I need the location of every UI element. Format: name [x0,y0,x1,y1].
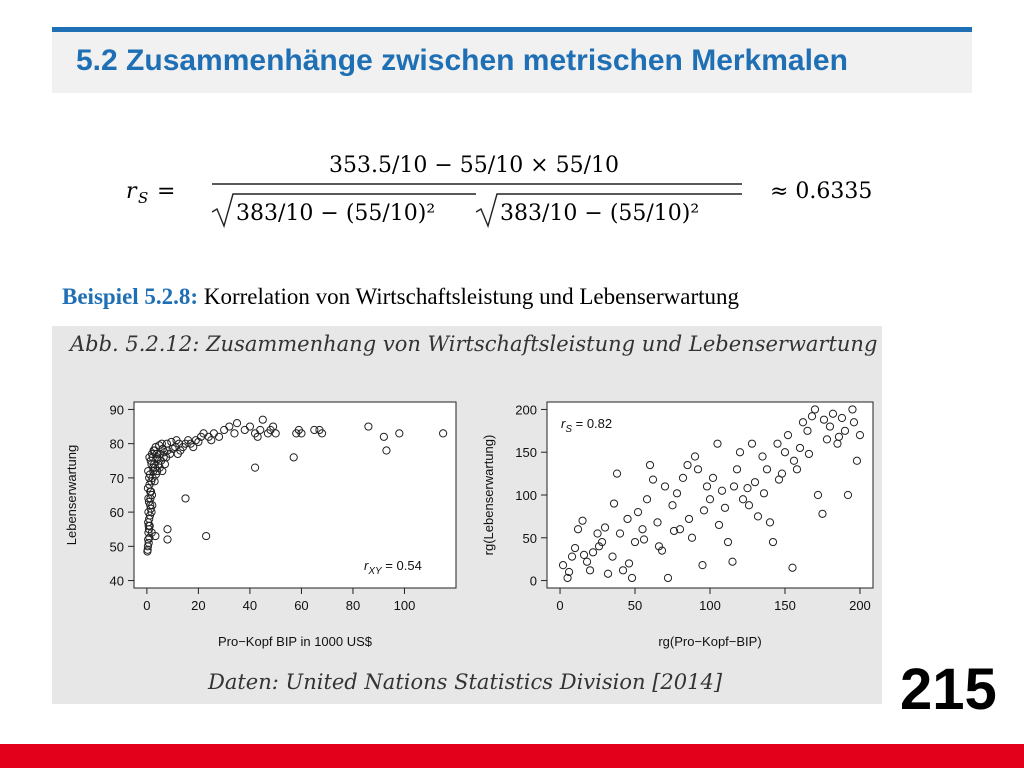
formula-root-term-1: 383/10 − (55/10)² [236,201,436,226]
x-axis-title: rg(Pro−Kopf−BIP) [658,634,762,649]
y-tick-label: 100 [515,488,537,503]
y-tick-label: 50 [522,530,537,546]
x-tick-label: 0 [143,598,151,613]
formula-lhs: r [126,179,137,204]
scatter-plots [52,326,882,704]
bottom-bar [0,744,1024,768]
example-line [62,284,739,310]
title-bar [52,27,972,93]
formula-equals: = [157,179,176,204]
y-tick-label: 90 [109,402,124,418]
page-number: 215 [900,657,997,722]
figure-source: Daten: United Nations Statistics Division [2014] [208,670,723,694]
x-tick-label: 150 [774,598,796,613]
scatter-plot-ranks [481,402,873,649]
x-tick-label: 200 [849,598,871,613]
formula [0,130,1024,240]
y-tick-label: 0 [529,573,537,589]
x-tick-label: 80 [345,598,361,613]
y-tick-label: 150 [515,445,537,461]
y-tick-label: 200 [515,402,537,418]
example-label: Beispiel 5.2.8: [62,284,199,309]
formula-numerator: 353.5/10 − 55/10 × 55/10 [328,153,620,178]
x-tick-label: 50 [627,598,643,613]
formula-lhs-sub: S [138,189,149,207]
correlation-annotation: $r_{XY} = 0.54$ [364,558,422,577]
x-tick-label: 60 [294,598,309,613]
page-title: 5.2 Zusammenhänge zwischen metrischen Merkmalen [76,44,848,77]
figure [52,326,882,704]
x-tick-label: 40 [242,598,258,613]
x-axis-title: Pro−Kopf BIP in 1000 US$ [217,634,373,649]
x-tick-label: 0 [556,598,564,613]
scatter-plot-gdp-life [64,402,456,649]
y-axis-title: Lebenserwartung [64,444,79,546]
example-text: Korrelation von Wirtschaftsleistung und Lebenserwartung [203,284,740,309]
y-tick-label: 80 [109,436,124,452]
y-tick-label: 70 [109,470,124,486]
y-tick-label: 40 [109,573,124,589]
x-tick-label: 20 [191,598,206,613]
y-axis-title: rg(Lebenserwartung) [481,434,496,556]
y-tick-label: 60 [109,505,124,521]
figure-caption: Abb. 5.2.12: Zusammenhang von Wirtschaftsleistung und Lebenserwartung [70,332,878,356]
x-tick-label: 100 [699,598,721,613]
y-tick-label: 50 [109,539,124,555]
x-tick-label: 100 [393,598,416,613]
formula-result: ≈ 0.6335 [770,179,873,204]
formula-root-term-2: 383/10 − (55/10)² [500,201,700,226]
correlation-annotation: $r_S = 0.82$ [561,416,613,435]
